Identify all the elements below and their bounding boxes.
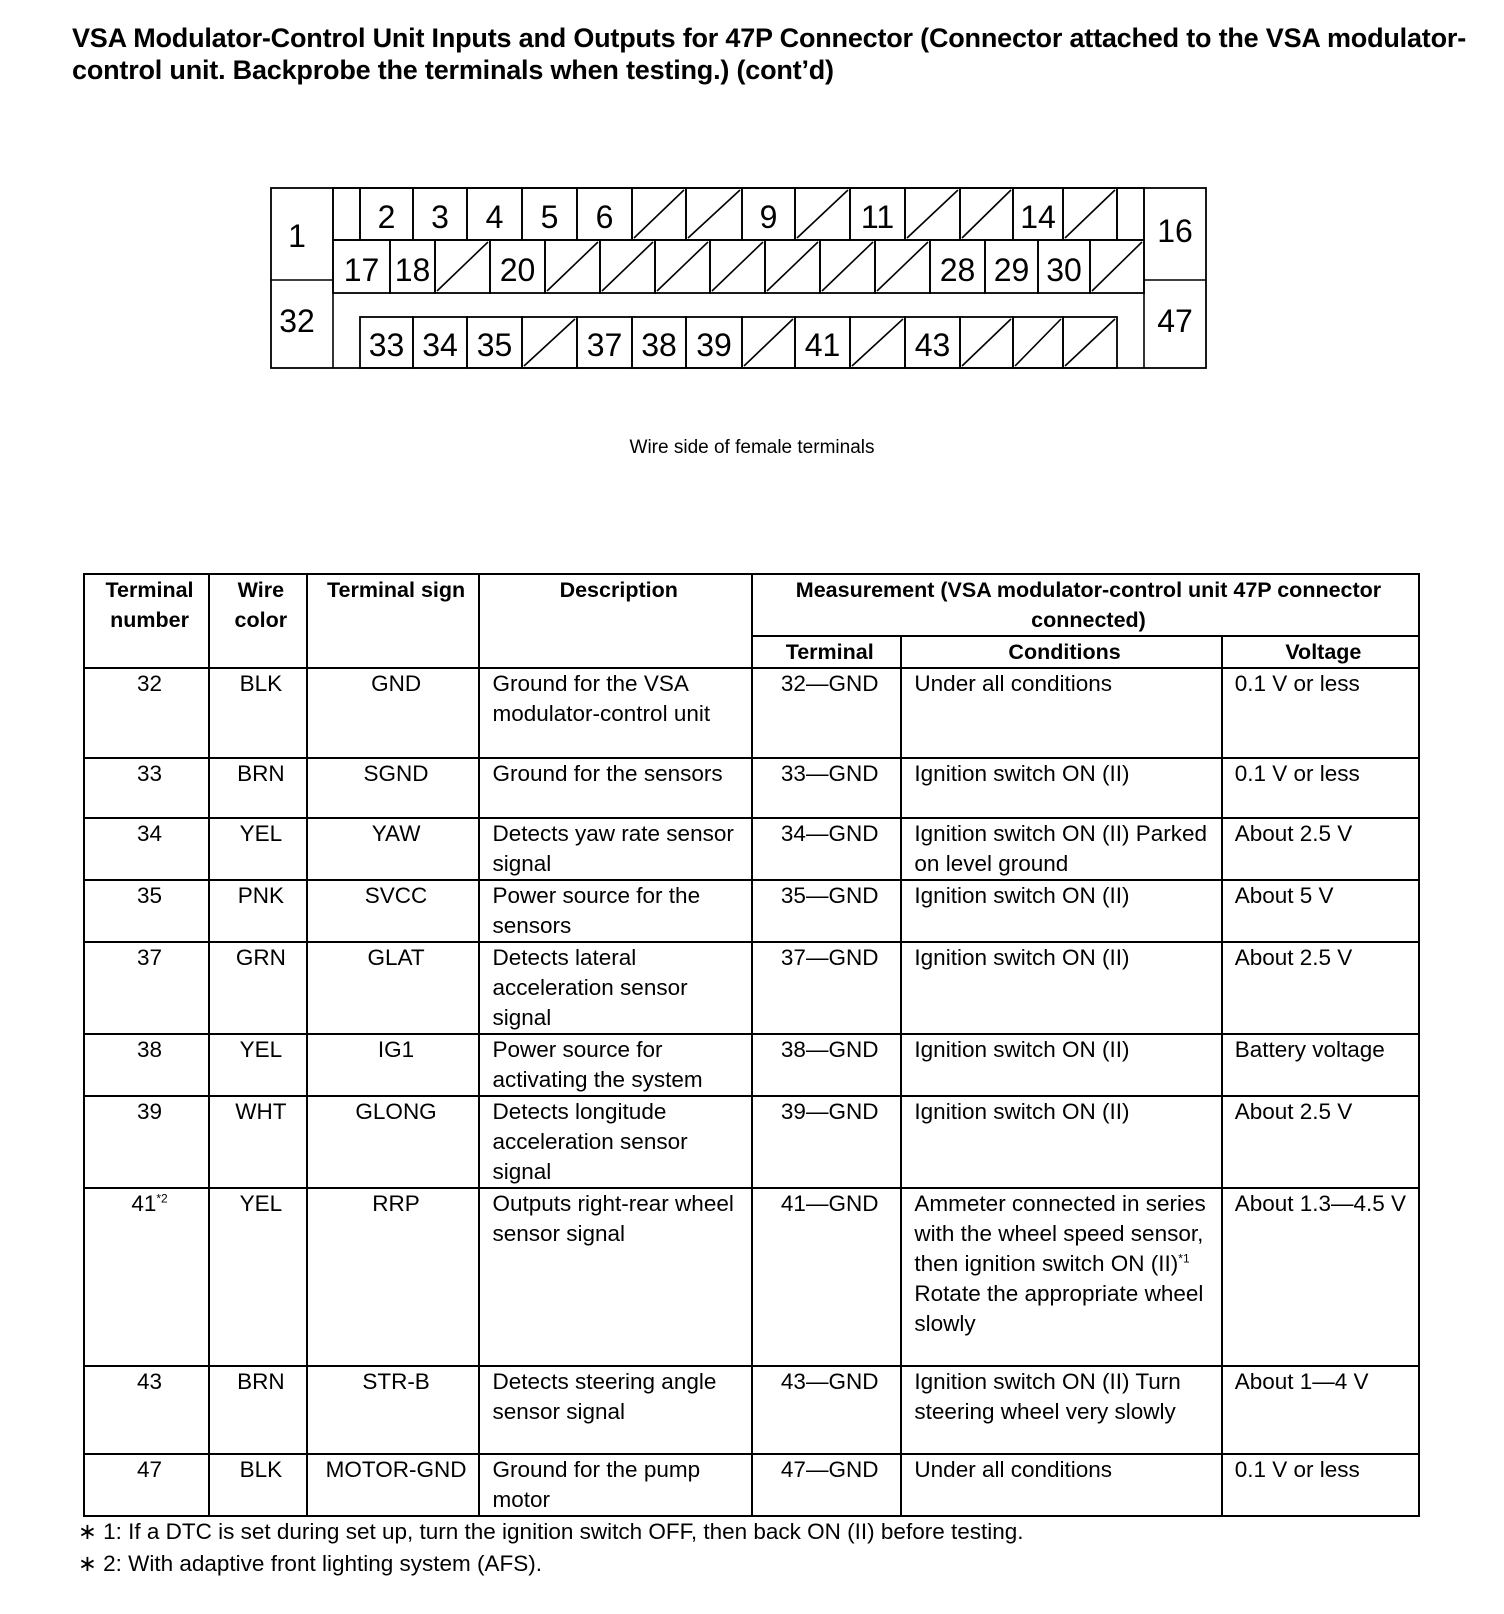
- description-cell-text: Detects longitude acceleration sensor signal: [492, 1099, 688, 1184]
- wire-color-cell-text: GRN: [235, 945, 286, 970]
- wire-color-cell: [209, 1034, 307, 1096]
- wire-color-cell-text: BRN: [237, 1369, 285, 1394]
- voltage-cell: [1222, 668, 1419, 758]
- unused-cavity-slash: [877, 242, 928, 291]
- terminal-number-cell-text: 33: [137, 761, 163, 786]
- terminal-label: 47: [1157, 303, 1193, 339]
- terminal-number-cell-text: 35: [137, 883, 163, 908]
- terminal-sign-cell: [307, 880, 480, 942]
- terminal-sign-cell-text: YAW: [371, 821, 421, 846]
- table-row: [84, 758, 1419, 818]
- measure-terminal-cell-text: 35—GND: [780, 883, 879, 908]
- table-row: [84, 942, 1419, 1034]
- terminal-number-cell-text: 43: [137, 1369, 163, 1394]
- terminal-label: 39: [696, 327, 732, 363]
- conditions-cell: [901, 880, 1221, 942]
- wire-color-cell-text: BLK: [239, 671, 283, 696]
- terminal-label: 33: [368, 327, 405, 363]
- terminal-sign-cell: [307, 1096, 480, 1188]
- measure-terminal-cell: [752, 818, 901, 880]
- terminal-sign-cell-text: RRP: [372, 1191, 420, 1216]
- conditions-cell-text: Ammeter connected in series with the wheel speed sensor, then ignition switch ON (II): [914, 1191, 1206, 1276]
- description-cell-text: Power source for activating the system: [492, 1037, 703, 1092]
- conditions-cell: [901, 942, 1221, 1034]
- description-cell: [479, 1366, 751, 1454]
- voltage-cell-text: 0.1 V or less: [1234, 671, 1360, 696]
- voltage-cell-text: Battery voltage: [1234, 1037, 1385, 1062]
- terminal-label: 17: [343, 252, 380, 288]
- measure-terminal-cell: [752, 1188, 901, 1366]
- terminal-number-cell: [84, 668, 209, 758]
- measure-terminal-cell-text: 43—GND: [780, 1369, 879, 1394]
- terminal-label: 43: [914, 327, 951, 363]
- terminal-number-cell: [84, 1188, 209, 1366]
- terminal-label: 14: [1020, 199, 1056, 235]
- terminal-number-cell-text: 41: [131, 1191, 157, 1216]
- terminal-label: 1: [288, 218, 306, 254]
- wire-color-cell: [209, 880, 307, 942]
- description-cell: [479, 668, 751, 758]
- unused-cavity-slash: [767, 242, 818, 291]
- terminal-number-cell-text: 39: [137, 1099, 163, 1124]
- voltage-cell: [1222, 880, 1419, 942]
- measure-terminal-cell: [752, 1454, 901, 1516]
- terminal-label: 20: [499, 252, 536, 288]
- terminal-label: 5: [540, 199, 559, 235]
- header-description: Description: [479, 574, 751, 668]
- wire-color-cell: [209, 818, 307, 880]
- table-row: [84, 1096, 1419, 1188]
- terminal-label: 6: [595, 199, 614, 235]
- voltage-cell-text: About 2.5 V: [1234, 821, 1353, 846]
- table-row: [84, 1454, 1419, 1516]
- wire-color-cell-text: YEL: [239, 821, 283, 846]
- terminal-number-cell: [84, 818, 209, 880]
- voltage-cell: [1222, 1034, 1419, 1096]
- terminal-sign-cell: [307, 1034, 480, 1096]
- terminal-label: 41: [804, 327, 841, 363]
- measure-terminal-cell-text: 33—GND: [780, 761, 879, 786]
- terminal-sign-cell: [307, 942, 480, 1034]
- conditions-cell: [901, 1034, 1221, 1096]
- connector-diagram: [270, 187, 1220, 382]
- terminal-label: 11: [860, 199, 895, 235]
- unused-cavity-slash: [634, 190, 684, 238]
- terminal-label: 3: [431, 199, 449, 235]
- description-cell-text: Ground for the sensors: [492, 761, 723, 786]
- description-cell: [479, 1034, 751, 1096]
- conditions-cell-text: Under all conditions: [914, 671, 1113, 696]
- terminal-number-cell-text: 32: [137, 671, 163, 696]
- description-cell: [479, 1188, 751, 1366]
- wire-color-cell: [209, 758, 307, 818]
- header-measurement: Measurement (VSA modulator-control unit 47P connector connected): [752, 574, 1419, 636]
- terminal-sign-cell: [307, 1454, 480, 1516]
- conditions-cell-text: Ignition switch ON (II) Turn steering wheel very slowly: [914, 1369, 1181, 1424]
- terminal-number-cell: [84, 1366, 209, 1454]
- terminal-number-cell: [84, 942, 209, 1034]
- conditions-cell-text: Ignition switch ON (II): [914, 1037, 1130, 1062]
- conditions-cell-text: Under all conditions: [914, 1457, 1113, 1482]
- unused-cavity-slash: [1092, 242, 1142, 291]
- header-terminal: Terminal: [752, 636, 901, 668]
- table-row: [84, 818, 1419, 880]
- table-row: [84, 1366, 1419, 1454]
- header-wire-color: Wire color: [209, 574, 307, 668]
- measure-terminal-cell-text: 41—GND: [780, 1191, 879, 1216]
- voltage-cell: [1222, 942, 1419, 1034]
- header-terminal-sign: Terminal sign: [307, 574, 480, 668]
- footnote-1: ∗ 1: If a DTC is set during set up, turn the ignition switch OFF, then back ON (II) before testing.: [78, 1519, 1024, 1544]
- table-row: [84, 880, 1419, 942]
- terminal-sign-cell-text: GLONG: [355, 1099, 437, 1124]
- measure-terminal-cell: [752, 880, 901, 942]
- conditions-cell-text: Ignition switch ON (II) Parked on level ground: [914, 821, 1208, 876]
- conditions-cell-text: Ignition switch ON (II): [914, 945, 1130, 970]
- terminal-label: 35: [476, 327, 513, 363]
- measure-terminal-cell-text: 47—GND: [780, 1457, 879, 1482]
- wire-color-cell-text: BRN: [237, 761, 285, 786]
- wire-color-cell-text: YEL: [239, 1037, 283, 1062]
- terminal-sign-cell: [307, 1188, 480, 1366]
- voltage-cell: [1222, 1096, 1419, 1188]
- unused-cavity-slash: [688, 190, 740, 238]
- table-row: [84, 668, 1419, 758]
- terminal-sign-cell-text: GND: [371, 671, 422, 696]
- terminal-label: 37: [586, 327, 623, 363]
- description-cell: [479, 758, 751, 818]
- terminal-label: 16: [1157, 213, 1193, 249]
- terminal-label: 18: [394, 252, 431, 288]
- measure-terminal-cell: [752, 942, 901, 1034]
- terminal-number-cell: [84, 758, 209, 818]
- measure-terminal-cell: [752, 758, 901, 818]
- wire-color-cell: [209, 942, 307, 1034]
- unused-cavity-slash: [1065, 190, 1115, 238]
- terminal-label: 9: [759, 199, 778, 235]
- terminal-number-cell-text: 38: [137, 1037, 163, 1062]
- terminal-sign-cell-text: MOTOR-GND: [325, 1457, 467, 1482]
- wire-color-cell-text: WHT: [235, 1099, 287, 1124]
- unused-cavity-slash: [962, 190, 1011, 238]
- unused-cavity-slash: [1065, 319, 1115, 366]
- voltage-cell-text: About 1.3—4.5 V: [1234, 1191, 1407, 1216]
- terminal-label: 32: [279, 303, 315, 339]
- wire-color-cell: [209, 1454, 307, 1516]
- terminal-cavity: [1117, 188, 1144, 240]
- voltage-cell: [1222, 1188, 1419, 1366]
- terminal-number-cell: [84, 1034, 209, 1096]
- unused-cavity-slash: [1015, 319, 1061, 366]
- terminal-sign-cell-text: SVCC: [364, 883, 428, 908]
- measure-terminal-cell-text: 32—GND: [780, 671, 879, 696]
- conditions-cell-text-2: Rotate the appropriate wheel slowly: [914, 1281, 1204, 1336]
- unused-cavity-slash: [797, 190, 848, 238]
- conditions-cell: [901, 818, 1221, 880]
- footnote-2: ∗ 2: With adaptive front lighting system (AFS).: [78, 1551, 543, 1576]
- wire-color-cell: [209, 1188, 307, 1366]
- wire-color-cell-text: YEL: [239, 1191, 283, 1216]
- description-cell-text: Detects yaw rate sensor signal: [492, 821, 734, 876]
- wire-color-cell: [209, 668, 307, 758]
- unused-cavity-slash: [602, 242, 653, 291]
- terminal-sign-cell: [307, 758, 480, 818]
- wire-color-cell-text: BLK: [239, 1457, 283, 1482]
- terminal-label: 4: [485, 199, 504, 235]
- unused-cavity-slash: [437, 242, 488, 291]
- table-row: [84, 1034, 1419, 1096]
- terminal-sign-cell-text: SGND: [363, 761, 429, 786]
- terminal-sign-cell: [307, 668, 480, 758]
- page-title: VSA Modulator-Control Unit Inputs and Outputs for 47P Connector (Connector attached to the VSA modulator-control unit. Backprobe the terminals when testing.) (cont’d): [72, 23, 1466, 85]
- unused-cavity-slash: [744, 319, 793, 366]
- terminal-number-cell: [84, 1454, 209, 1516]
- terminal-label: 38: [641, 327, 677, 363]
- description-cell: [479, 818, 751, 880]
- description-cell-text: Power source for the sensors: [492, 883, 701, 938]
- header-conditions: Conditions: [901, 636, 1221, 668]
- measure-terminal-cell-text: 34—GND: [780, 821, 879, 846]
- voltage-cell-text: 0.1 V or less: [1234, 761, 1360, 786]
- conditions-cell-text: Ignition switch ON (II): [914, 883, 1130, 908]
- voltage-cell: [1222, 758, 1419, 818]
- terminal-number-cell-text: 37: [137, 945, 163, 970]
- terminal-sign-cell-text: IG1: [377, 1037, 415, 1062]
- description-cell-text: Outputs right-rear wheel sensor signal: [492, 1191, 734, 1246]
- description-cell-text: Detects steering angle sensor signal: [492, 1369, 717, 1424]
- conditions-cell: [901, 1188, 1221, 1366]
- voltage-cell-text: About 5 V: [1234, 883, 1334, 908]
- description-cell: [479, 1454, 751, 1516]
- connector-caption: Wire side of female terminals: [629, 437, 875, 458]
- voltage-cell-text: About 1—4 V: [1234, 1369, 1369, 1394]
- terminal-label: 34: [422, 327, 458, 363]
- terminal-sign-cell: [307, 1366, 480, 1454]
- voltage-cell-text: 0.1 V or less: [1234, 1457, 1360, 1482]
- wire-color-cell: [209, 1096, 307, 1188]
- unused-cavity-slash: [822, 242, 873, 291]
- terminal-label: 30: [1046, 252, 1082, 288]
- voltage-cell: [1222, 1454, 1419, 1516]
- header-voltage: Voltage: [1222, 636, 1419, 668]
- measure-terminal-cell: [752, 1366, 901, 1454]
- measure-terminal-cell: [752, 1034, 901, 1096]
- wire-color-cell: [209, 1366, 307, 1454]
- conditions-cell: [901, 758, 1221, 818]
- measure-terminal-cell-text: 38—GND: [780, 1037, 879, 1062]
- terminal-table: [83, 573, 1420, 1517]
- header-terminal-number: Terminal number: [84, 574, 209, 668]
- unused-cavity-slash: [657, 242, 708, 291]
- footnote-ref: *2: [156, 1191, 168, 1206]
- terminal-label: 28: [939, 252, 976, 288]
- terminal-number-cell: [84, 880, 209, 942]
- description-cell-text: Ground for the VSA modulator-control unit: [492, 671, 711, 726]
- unused-cavity-slash: [962, 319, 1011, 366]
- terminal-label: 29: [993, 252, 1030, 288]
- conditions-cell-text: Ignition switch ON (II): [914, 761, 1130, 786]
- terminal-sign-cell: [307, 818, 480, 880]
- measure-terminal-cell: [752, 668, 901, 758]
- description-cell-text: Detects lateral acceleration sensor signal: [492, 945, 688, 1030]
- terminal-sign-cell-text: STR-B: [362, 1369, 430, 1394]
- voltage-cell: [1222, 818, 1419, 880]
- description-cell-text: Ground for the pump motor: [492, 1457, 701, 1512]
- conditions-cell: [901, 1366, 1221, 1454]
- terminal-number-cell-text: 47: [137, 1457, 163, 1482]
- terminal-number-cell-text: 34: [137, 821, 163, 846]
- description-cell: [479, 942, 751, 1034]
- measure-terminal-cell: [752, 1096, 901, 1188]
- terminal-sign-cell-text: GLAT: [367, 945, 425, 970]
- terminal-label: 2: [377, 199, 396, 235]
- unused-cavity-slash: [852, 319, 903, 366]
- conditions-cell-text: Ignition switch ON (II): [914, 1099, 1130, 1124]
- description-cell: [479, 1096, 751, 1188]
- unused-cavity-slash: [907, 190, 958, 238]
- wire-color-cell-text: PNK: [237, 883, 284, 908]
- voltage-cell: [1222, 1366, 1419, 1454]
- unused-cavity-slash: [712, 242, 763, 291]
- conditions-cell: [901, 668, 1221, 758]
- unused-cavity-slash: [524, 319, 575, 366]
- description-cell: [479, 880, 751, 942]
- terminal-number-cell: [84, 1096, 209, 1188]
- footnote-ref: *1: [1178, 1251, 1190, 1266]
- table-row: [84, 1188, 1419, 1366]
- terminal-cavity: [333, 188, 360, 240]
- voltage-cell-text: About 2.5 V: [1234, 1099, 1353, 1124]
- measure-terminal-cell-text: 39—GND: [780, 1099, 879, 1124]
- measure-terminal-cell-text: 37—GND: [780, 945, 879, 970]
- conditions-cell: [901, 1454, 1221, 1516]
- voltage-cell-text: About 2.5 V: [1234, 945, 1353, 970]
- unused-cavity-slash: [547, 242, 598, 291]
- conditions-cell: [901, 1096, 1221, 1188]
